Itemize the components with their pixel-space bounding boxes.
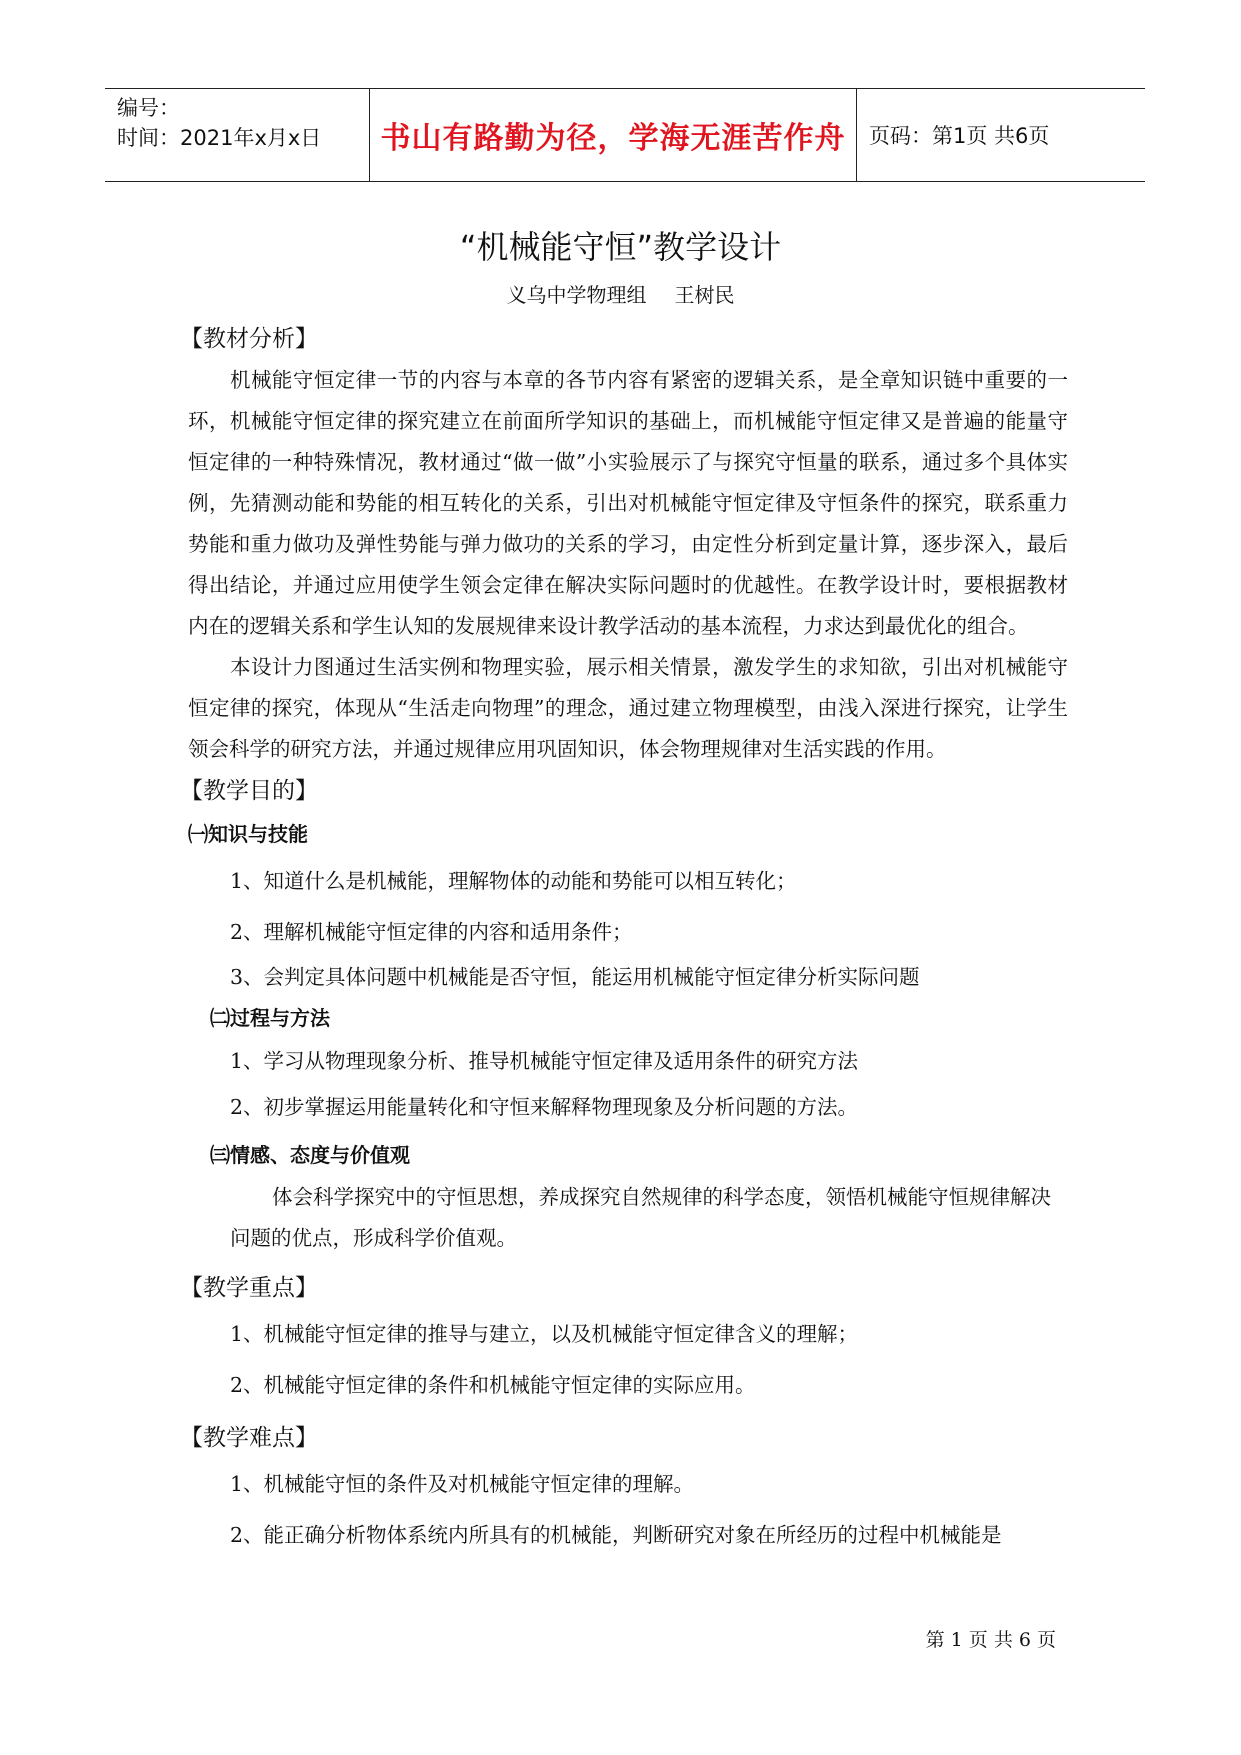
number-label: 编号： — [117, 96, 180, 120]
header-info-cell — [105, 89, 370, 181]
subheading-emotion: ㈢情感、态度与价值观 — [210, 1143, 410, 1167]
analysis-paragraph-1: 机械能守恒定律一节的内容与本章的各节内容有紧密的逻辑关系，是全章知识链中重要的一环，机械能守恒定律的探究建立在前面所学知识的基础上，而机械能守恒定律又是普遍的能量守恒定律的一种特殊情况，教材通过“做一做”小实验展示了与探究守恒量的联系，通过多个具体实例，先猜测动能和势能的相互转化的关系，引出对机械能守恒定律及守恒条件的探究，联系重力势能和重力做功及弹性势能与弹力做功的关系的学习，由定性分析到定量计算，逐步深入，最后得出结论，并通过应用使学生领会定律在解决实际问题时的优越性。在教学设计时，要根据教材内在的逻辑关系和学生认知的发展规律来设计教学活动的基本流程，力求达到最优化的组合。 — [188, 368, 1068, 638]
motto: 书山有路勤为径，学海无涯苦作舟 — [370, 89, 857, 181]
page-footer: 第 1 页 共 6 页 — [925, 1629, 1056, 1651]
page-code: 页码：第1页 共6页 — [869, 124, 1050, 148]
section-heading-key-points: 【教学重点】 — [180, 1275, 318, 1301]
subheading-process: ㈡过程与方法 — [210, 1006, 330, 1030]
author-line — [0, 279, 1241, 308]
list-item: 3、会判定具体问题中机械能是否守恒，能运用机械能守恒定律分析实际问题 — [230, 965, 920, 989]
list-item: 2、初步掌握运用能量转化和守恒来解释物理现象及分析问题的方法。 — [230, 1095, 859, 1119]
list-item: 2、理解机械能守恒定律的内容和适用条件； — [230, 920, 633, 944]
list-item: 2、能正确分析物体系统内所具有的机械能，判断研究对象在所经历的过程中机械能是 — [230, 1523, 1002, 1547]
list-item: 1、机械能守恒的条件及对机械能守恒定律的理解。 — [230, 1472, 695, 1496]
section-heading-analysis: 【教材分析】 — [180, 326, 318, 352]
time-label: 时间：2021年x月x日 — [117, 126, 322, 150]
list-item: 2、机械能守恒定律的条件和机械能守恒定律的实际应用。 — [230, 1373, 756, 1397]
list-item: 1、机械能守恒定律的推导与建立，以及机械能守恒定律含义的理解； — [230, 1322, 859, 1346]
document-title: “机械能守恒”教学设计 — [459, 228, 782, 266]
section-heading-goals: 【教学目的】 — [180, 778, 318, 804]
list-item: 1、学习从物理现象分析、推导机械能守恒定律及适用条件的研究方法 — [230, 1049, 859, 1073]
author-org: 义乌中学物理组 — [506, 283, 647, 307]
analysis-paragraph-2: 本设计力图通过生活实例和物理实验，展示相关情景，激发学生的求知欲，引出对机械能守恒定律的探究，体现从“生活走向物理”的理念，通过建立物理模型，由浅入深进行探究，让学生领会科学的研究方法，并通过规律应用巩固知识，体会物理规律对生活实践的作用。 — [188, 655, 1068, 761]
subheading-knowledge: ㈠知识与技能 — [188, 822, 308, 846]
section-heading-difficulties: 【教学难点】 — [180, 1425, 318, 1451]
author-name: 王树民 — [674, 283, 735, 307]
header-table — [105, 88, 1145, 182]
emotion-paragraph: 体会科学探究中的守恒思想，养成探究自然规律的科学态度，领悟机械能守恒规律解决问题的优点，形成科学价值观。 — [230, 1185, 1051, 1250]
list-item: 1、知道什么是机械能，理解物体的动能和势能可以相互转化； — [230, 869, 797, 893]
document-body — [180, 318, 1068, 1561]
